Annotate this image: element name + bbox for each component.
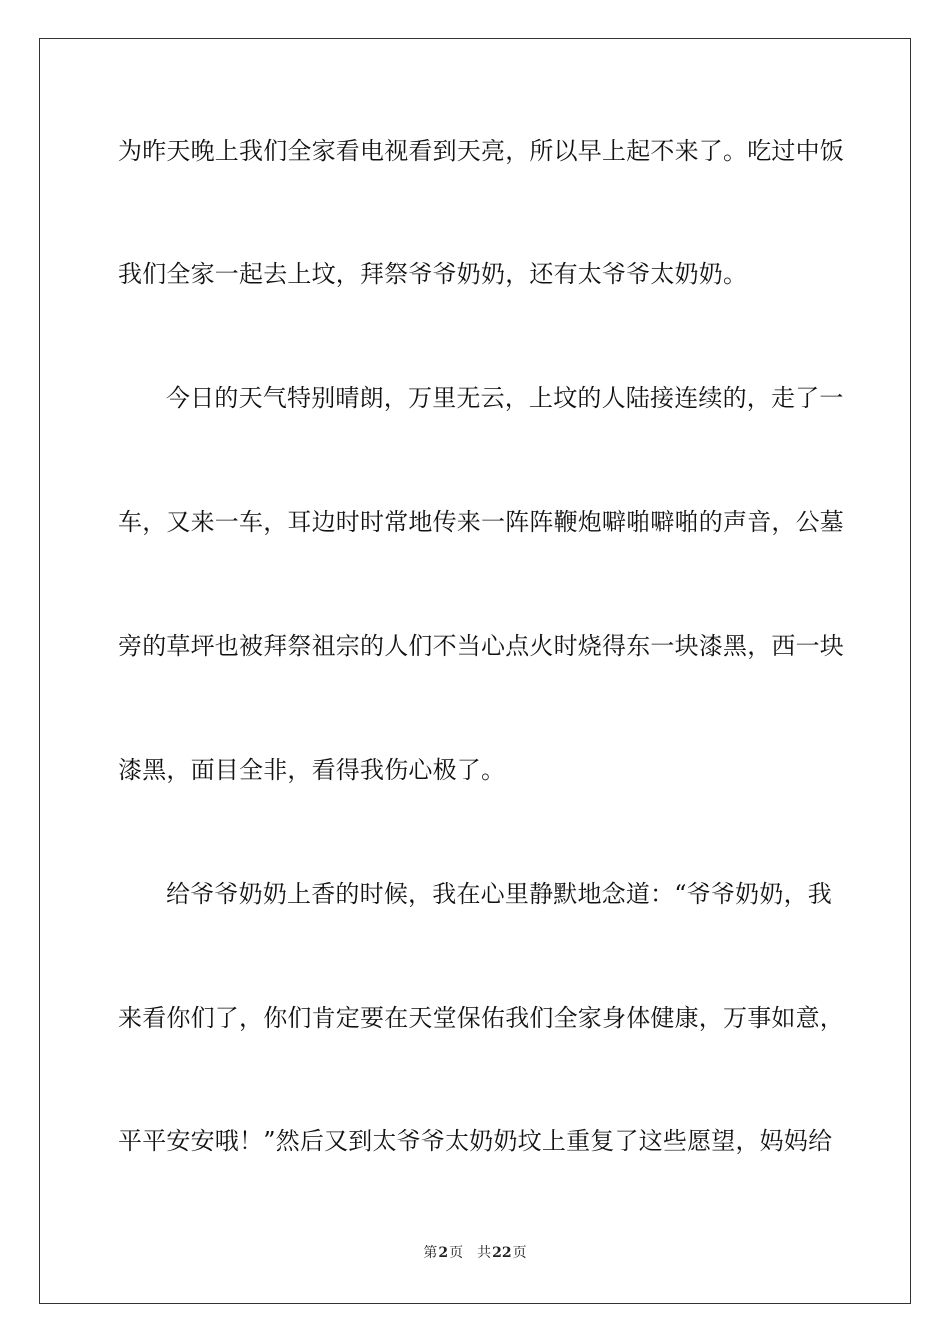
current-page-number: 2 <box>438 1245 449 1261</box>
page-label-suffix: 页 <box>449 1245 464 1261</box>
body-text-line: 车，又来一车，耳边时时常地传来一阵阵鞭炮噼啪噼啪的声音，公墓 <box>118 508 844 536</box>
body-text-line: 旁的草坪也被拜祭祖宗的人们不当心点火时烧得东一块漆黑，西一块 <box>118 632 844 660</box>
total-page-count: 22 <box>492 1245 512 1261</box>
body-text-line: 漆黑，面目全非，看得我伤心极了。 <box>118 756 506 784</box>
total-label-prefix: 共 <box>477 1245 492 1261</box>
total-label-suffix: 页 <box>512 1245 527 1261</box>
body-text-line: 给爷爷奶奶上香的时候，我在心里静默地念道：“爷爷奶奶，我 <box>166 880 832 908</box>
page-label-prefix: 第 <box>423 1245 438 1261</box>
page-footer <box>0 1244 950 1262</box>
body-text-line: 平平安安哦！”然后又到太爷爷太奶奶坟上重复了这些愿望，妈妈给 <box>118 1127 833 1155</box>
body-text-line: 来看你们了，你们肯定要在天堂保佑我们全家身体健康，万事如意， <box>118 1004 844 1032</box>
body-text-line: 今日的天气特别晴朗，万里无云，上坟的人陆接连续的，走了一 <box>166 384 844 412</box>
body-text-line: 为昨天晚上我们全家看电视看到天亮，所以早上起不来了。吃过中饭 <box>118 137 844 165</box>
body-text-line: 我们全家一起去上坟，拜祭爷爷奶奶，还有太爷爷太奶奶。 <box>118 260 748 288</box>
page-frame <box>39 38 911 1304</box>
